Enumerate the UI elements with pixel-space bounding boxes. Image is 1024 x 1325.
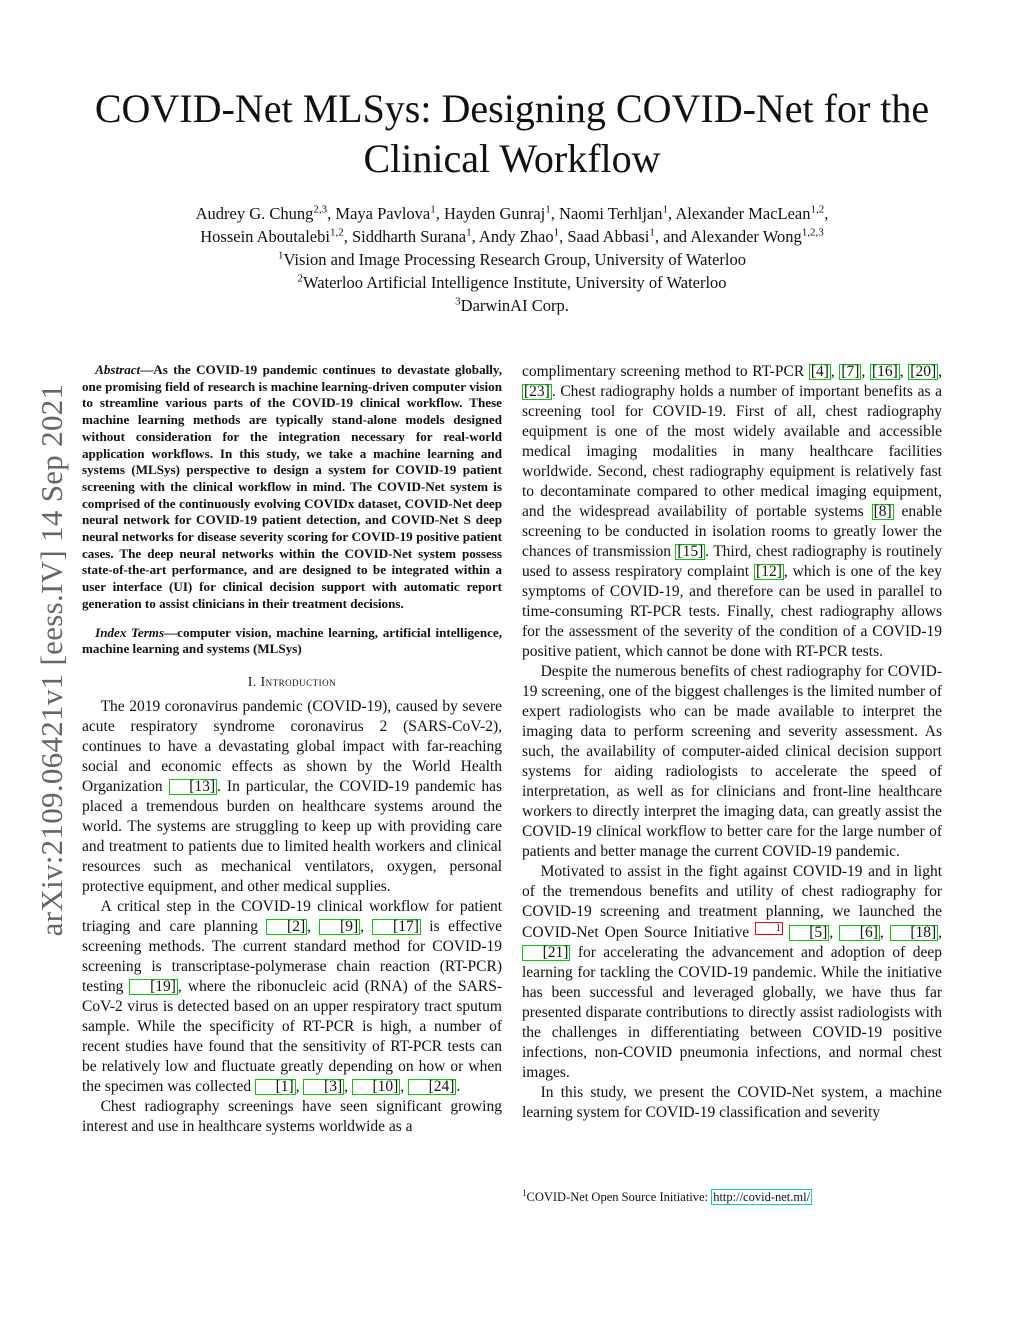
- paragraph: Chest radiography screenings have seen significant growing interest and use in healthcare systems worldwide as a: [82, 1097, 502, 1135]
- author-name: Siddharth Surana: [351, 227, 467, 246]
- citation-link[interactable]: [6]: [839, 925, 880, 941]
- left-body-text: [82, 697, 502, 1137]
- index-terms-text: —computer vision, machine learning, artificial intelligence, machine learning and systems (MLSys): [82, 624, 502, 657]
- affiliation-text: Waterloo Artificial Intelligence Institute, University of Waterloo: [302, 273, 727, 292]
- paper-title: [0, 84, 1024, 184]
- affiliation-number: 3: [455, 295, 461, 308]
- citation-link[interactable]: [15]: [677, 543, 704, 560]
- abstract-text: —As the COVID-19 pandemic continues to devastate globally, one promising field of research is machine learning-driven computer vision to streamline various parts of the COVID-19 clinical workflow. These machine learning methods are typically stand-alone models designed without consideration for the integration necessary for real-world application workflows. In this study, we take a machine learning and systems (MLSys) perspective to design a system for COVID-19 patient screening with the clinical workflow in mind. The COVID-Net system is comprised of the continuously evolving COVIDx dataset, COVID-Net deep neural network for COVID-19 patient detection, and COVID-Net S deep neural networks for disease severity scoring for COVID-19 positive patient cases. The deep neural networks within the COVID-Net system possess state-of-the-art performance, and are designed to be integrated within a user interface (UI) for clinical decision support with automatic report generation to assist clinicians in their treatment decisions.: [82, 362, 502, 611]
- author-name: Naomi Terhljan: [559, 204, 663, 223]
- affiliation-number: 1: [278, 249, 284, 262]
- index-terms: [82, 625, 502, 658]
- citation-link[interactable]: [3]: [303, 1079, 344, 1095]
- author-affiliation-mark: 1,2: [810, 203, 825, 216]
- paragraph: complimentary screening method to RT-PCR [4] , [7] , [16] , [20] , [23] . Chest radiography holds a number of important benefits as a screening tool for COVID-19. First of all, chest radiography equipment is one of the most widely available and accessible medical imaging modalities in many healthcare facilities worldwide. Second, chest radiography equipment is relatively fast to decontaminate compared to other medical imaging equipment, and the widespread availability of portable systems [8] enable screening to be conducted in isolation rooms to greatly lower the chances of transmission [15] . Third, chest radiography is routinely used to assess respiratory complaint [12] , which is one of the key symptoms of COVID-19, and therefore can be used in parallel to time-consuming RT-PCR tests. Finally, chest radiography allows for the assessment of the severity of the condition of a COVID-19 positive patient, which cannot be done with RT-PCR tests.: [522, 363, 943, 660]
- citation-link[interactable]: [12]: [756, 563, 782, 580]
- citation-link[interactable]: [24]: [408, 1079, 456, 1095]
- author-name: Alexander Wong: [690, 227, 802, 246]
- citation-link[interactable]: [16]: [871, 363, 898, 380]
- citation-link[interactable]: [1]: [255, 1079, 296, 1095]
- affiliation-list: [0, 248, 1024, 317]
- author-name: Saad Abbasi: [567, 227, 650, 246]
- footnote-marker[interactable]: 1: [755, 922, 783, 935]
- title-line-1: COVID-Net MLSys: Designing COVID-Net for the: [94, 86, 930, 131]
- affiliation: [0, 294, 1024, 317]
- paragraph: Despite the numerous benefits of chest radiography for COVID-19 screening, one of the biggest challenges is the limited number of expert radiologists who can be made available to interpret the imaging data to perform screening and severity assessment. As such, the availability of computer-aided clinical decision support systems for aiding radiologists to accelerate the speed of interpretation, as well as for clinicians and front-line healthcare workers to directly interpret the imaging data, can greatly assist the COVID-19 clinical workflow to better care for the large number of patients and better manage the current COVID-19 pandemic.: [522, 663, 942, 860]
- citation-link[interactable]: [5]: [789, 925, 830, 941]
- abstract-label: Abstract: [95, 362, 141, 377]
- citation-link[interactable]: [23]: [524, 383, 550, 400]
- footnote-link[interactable]: http://covid-net.ml/: [713, 1190, 811, 1205]
- footnote: [522, 1185, 942, 1205]
- citation-link[interactable]: [9]: [319, 919, 360, 935]
- left-column: [82, 362, 502, 1137]
- author-line-1: Audrey G. Chung$^{2,3}$, Maya Pavlova$^1$, Hayden Gunraj$^1$, Naomi Terhljan$^1$, Alexander MacLean$^{1,2}$,: [195, 203, 829, 223]
- affiliation-text: DarwinAI Corp.: [460, 296, 569, 315]
- citation-link[interactable]: [20]: [910, 363, 937, 380]
- paragraph: In this study, we present the COVID-Net system, a machine learning system for COVID-19 classification and severity: [522, 1084, 942, 1122]
- citation-link[interactable]: [18]: [890, 925, 938, 941]
- citation-link[interactable]: [2]: [266, 919, 307, 935]
- affiliation: [0, 271, 1024, 294]
- author-affiliation-mark: 1,2,3: [801, 226, 824, 239]
- author-affiliation-mark: 1: [466, 226, 472, 239]
- author-affiliation-mark: 1: [553, 226, 560, 239]
- paragraph: The 2019 coronavirus pandemic (COVID-19), caused by severe acute respiratory syndrome coronavirus 2 (SARS-CoV-2), continues to have a devastating global impact with far-reaching social and economic effects as shown by the World Health Organization [13] . In particular, the COVID-19 pandemic has placed a tremendous burden on healthcare systems around the world. The systems are struggling to keep up with providing care and treatment to patients due to limited health workers and clinical resources such as mechanical ventilators, oxygen, personal protective equipment, and other medical supplies.: [82, 697, 502, 895]
- abstract: [82, 362, 502, 613]
- right-column: [522, 362, 942, 1123]
- citation-link[interactable]: [10]: [352, 1079, 400, 1095]
- author-affiliation-mark: 1: [545, 203, 551, 216]
- author-block: [0, 202, 1024, 317]
- author-affiliation-mark: 1,2: [329, 226, 344, 239]
- footnote-number: 1: [522, 1188, 527, 1198]
- author-name: Hossein Aboutalebi: [200, 227, 330, 246]
- author-affiliation-mark: 2,3: [313, 203, 328, 216]
- author-affiliation-mark: 1: [649, 226, 655, 239]
- title-line-2: Clinical Workflow: [363, 136, 661, 181]
- paragraph: A critical step in the COVID-19 clinical workflow for patient triaging and care planning [2] , [9] , [17] is effective screening methods. The current standard method for COVID-19 screening is transcriptase-polymerase chain reaction (RT-PCR) testing [19] , where the ribonucleic acid (RNA) of the SARS-CoV-2 virus is detected based on an upper respiratory tract sputum sample. While the specificity of RT-PCR is high, a number of recent studies have found that the sensitivity of RT-PCR tests can be relatively low and fluctuate greatly depending on how or when the specimen was collected [1] , [3] , [10] , [24] .: [82, 897, 503, 1095]
- affiliation-number: 2: [297, 272, 303, 285]
- citation-link[interactable]: [4]: [810, 363, 829, 380]
- affiliation: [0, 248, 1024, 271]
- citation-link[interactable]: [21]: [522, 945, 570, 961]
- author-name: Alexander MacLean: [675, 204, 811, 223]
- citation-link[interactable]: [19]: [129, 979, 177, 995]
- affiliation-text: Vision and Image Processing Research Group, University of Waterloo: [283, 250, 746, 269]
- citation-link[interactable]: [17]: [372, 919, 420, 935]
- citation-link[interactable]: [7]: [841, 363, 860, 380]
- footnote-text: COVID-Net Open Source Initiative:: [526, 1190, 712, 1205]
- section-heading: I. Introduction: [247, 673, 337, 689]
- citation-link[interactable]: [8]: [873, 503, 892, 520]
- author-affiliation-mark: 1: [430, 203, 436, 216]
- author-name: Hayden Gunraj: [444, 204, 546, 223]
- index-terms-label: Index Terms: [95, 624, 165, 640]
- arxiv-identifier: arXiv:2109.06421v1 [eess.IV] 14 Sep 2021: [34, 383, 69, 937]
- author-name: Audrey G. Chung: [195, 204, 314, 223]
- paragraph: Motivated to assist in the fight against COVID-19 and in light of the tremendous benefits and utility of chest radiography for COVID-19 screening and treatment planning, we launched the COVID-Net Open Source Initiative 1 [5] , [6] , [18] , [21] for accelerating the advancement and adoption of deep learning for tackling the COVID-19 pandemic. While the initiative has been successful and leveraged globally, we have thus far presented disparate contributions to directly assist radiologists with the challenges in differentiating between COVID-19 positive infections, non-COVID pneumonia infections, and normal chest images.: [522, 863, 943, 1082]
- citation-link[interactable]: [13]: [169, 779, 217, 795]
- author-name: Andy Zhao: [478, 227, 554, 246]
- author-name: Maya Pavlova: [335, 204, 431, 223]
- right-body-text: [522, 362, 942, 1123]
- author-affiliation-mark: 1: [662, 203, 669, 216]
- author-line-2: Hossein Aboutalebi$^{1,2}$, Siddharth Surana$^1$, Andy Zhao$^1$, Saad Abbasi$^1$, and Alexander Wong$^{1,2,3}$: [200, 226, 824, 246]
